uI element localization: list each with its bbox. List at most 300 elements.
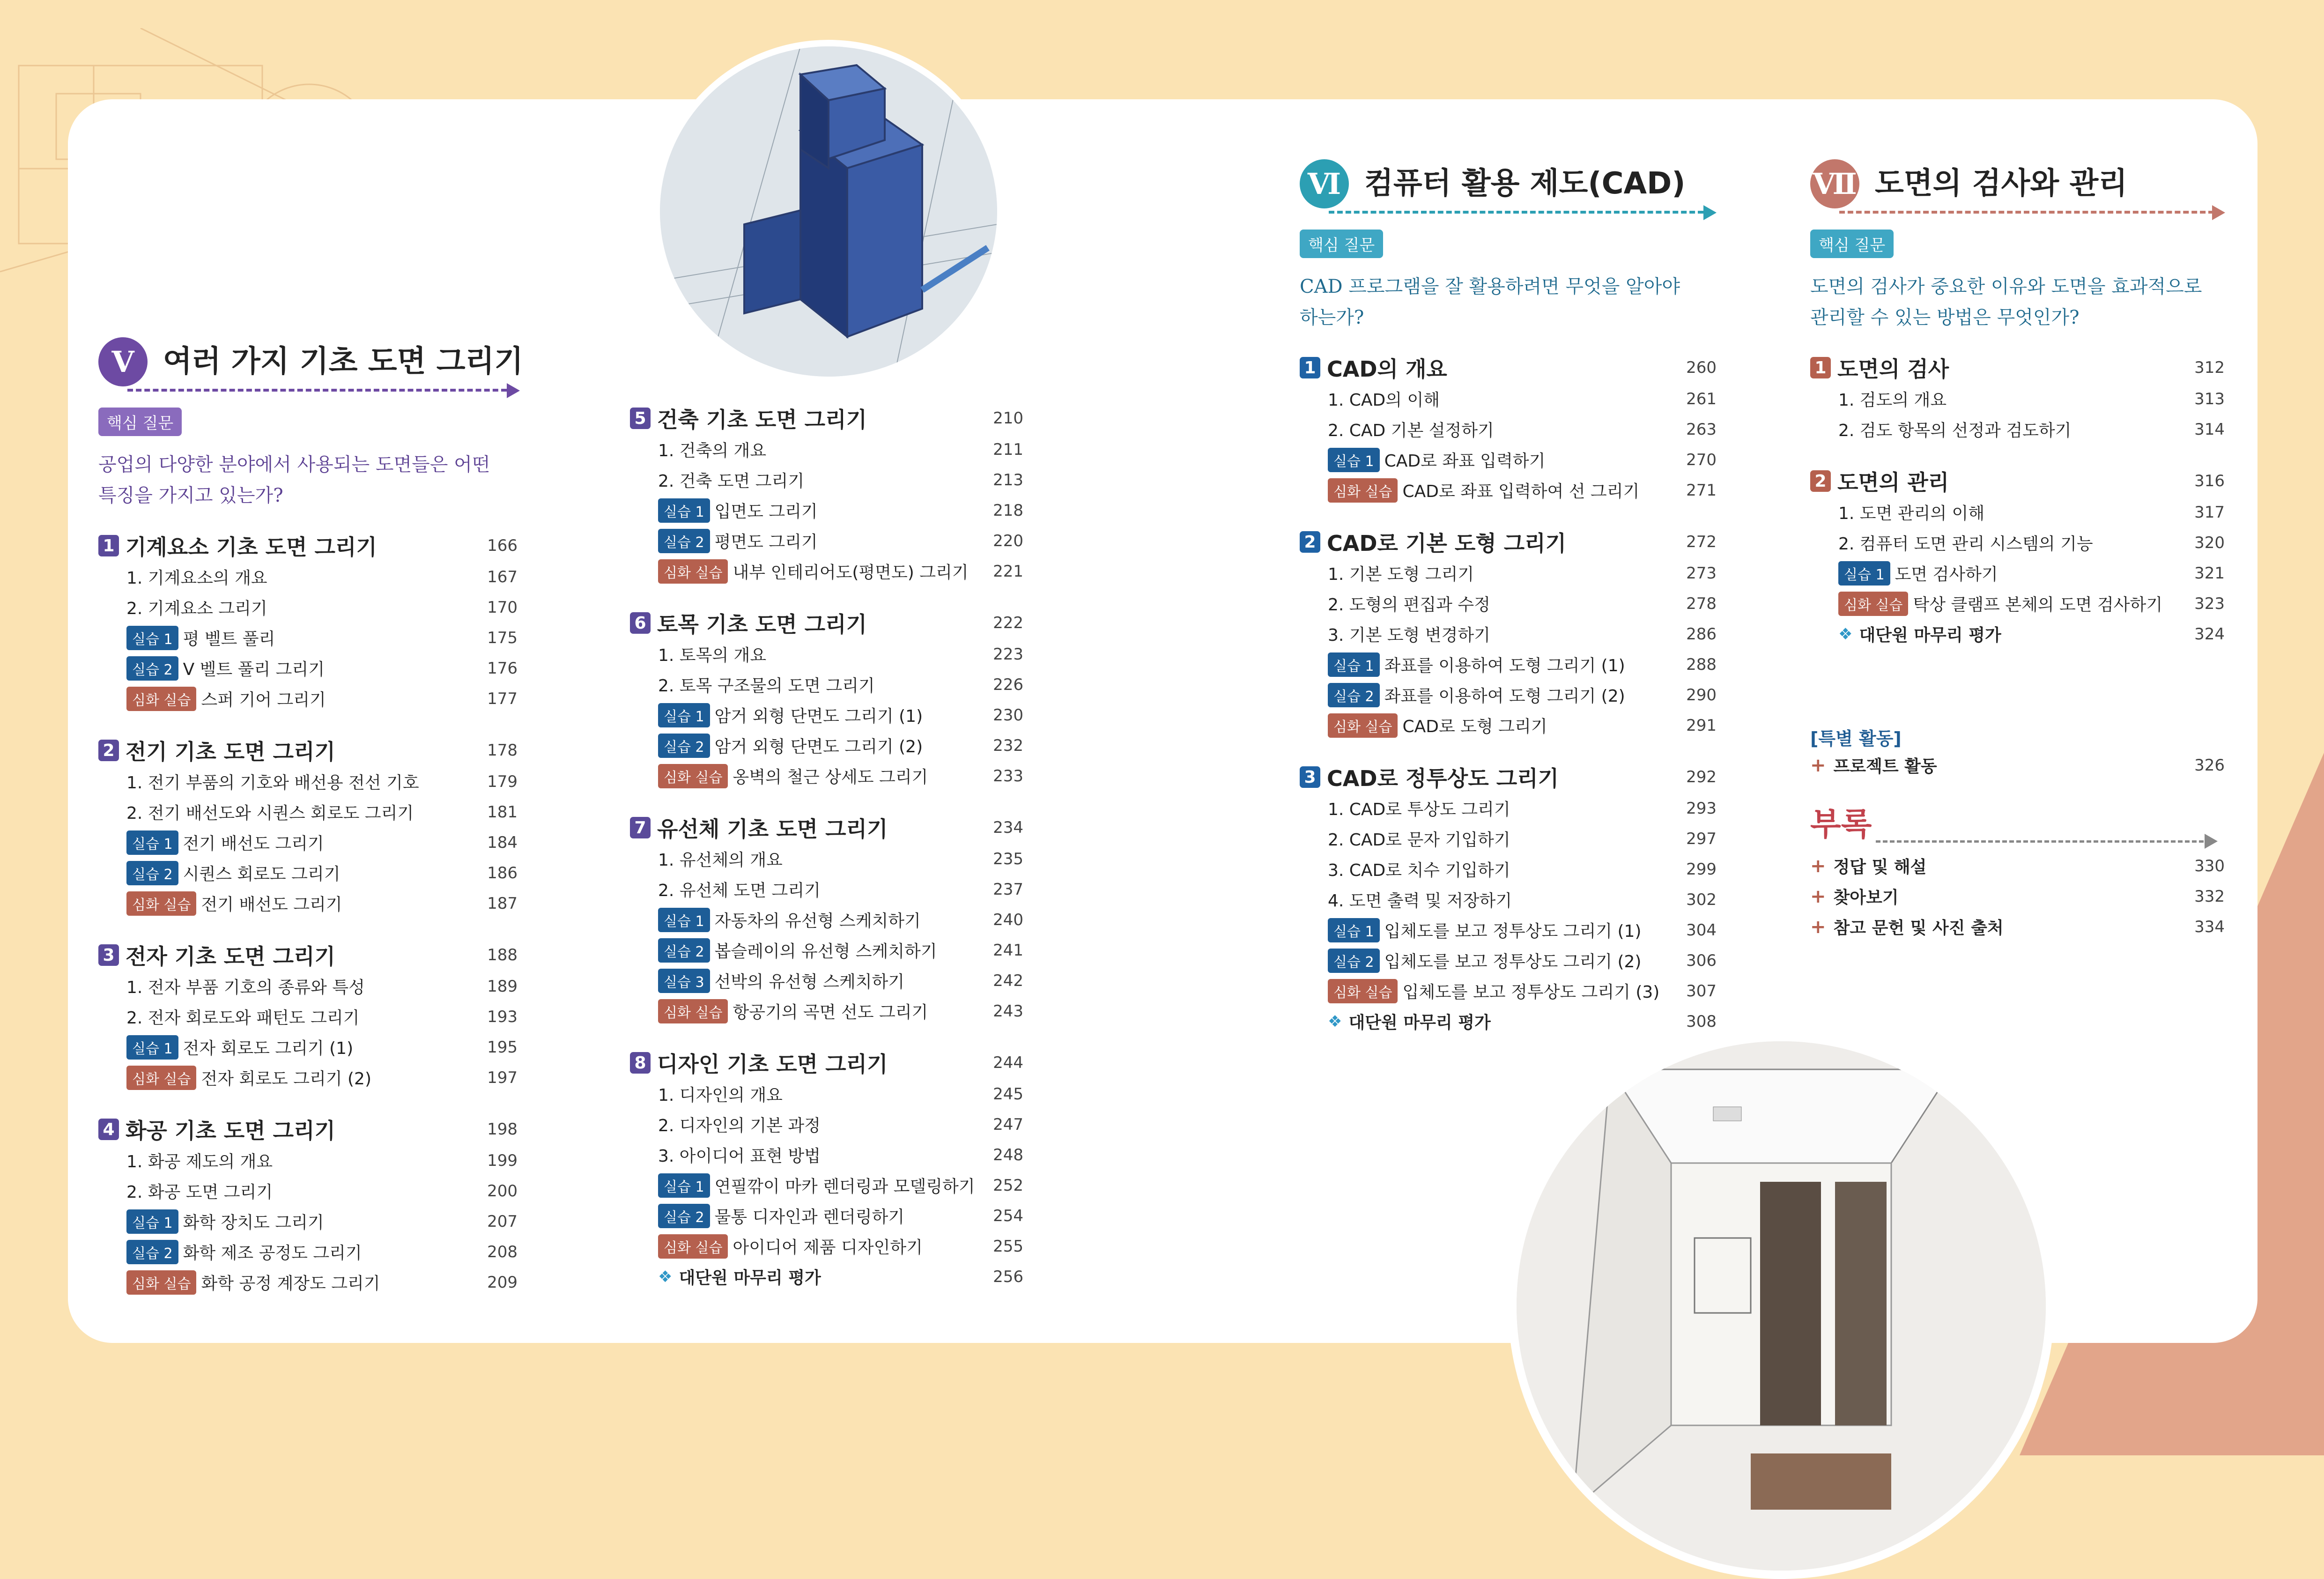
page-number: 234 xyxy=(993,818,1023,837)
section-title: 기계요소 기초 도면 그리기 xyxy=(126,534,377,560)
toc-item[interactable] xyxy=(98,562,518,592)
page-number: 314 xyxy=(2194,420,2225,439)
practice-tag: 심화 실습 xyxy=(1838,592,1908,616)
page-number: 248 xyxy=(993,1145,1023,1164)
toc-item[interactable] xyxy=(1300,649,1717,680)
toc-item[interactable] xyxy=(630,556,1023,586)
toc-item[interactable] xyxy=(98,1206,518,1237)
toc-item[interactable] xyxy=(630,730,1023,761)
toc-item[interactable] xyxy=(98,858,518,888)
page-number: 187 xyxy=(487,894,518,913)
toc-item[interactable] xyxy=(1300,619,1717,649)
item-title: 물통 디자인과 렌더링하기 xyxy=(714,1208,905,1227)
practice-tag: 심화 실습 xyxy=(126,891,196,916)
toc-item[interactable] xyxy=(1300,445,1717,475)
chapter-7-toc xyxy=(1810,352,2225,649)
plus-icon: + xyxy=(1810,885,1826,907)
core-question-badge: 핵심 질문 xyxy=(98,408,182,436)
practice-tag: 심화 실습 xyxy=(658,559,728,584)
page-number: 189 xyxy=(487,977,518,996)
section-heading[interactable] xyxy=(1810,465,2225,497)
toc-item[interactable] xyxy=(630,844,1023,874)
toc-item[interactable] xyxy=(630,1079,1023,1109)
practice-tag: 심화 실습 xyxy=(658,1234,728,1259)
plus-icon: + xyxy=(1810,855,1826,877)
page-number: 200 xyxy=(487,1181,518,1201)
section-number: 6 xyxy=(630,612,651,634)
item-title: 대단원 마무리 평가 xyxy=(679,1268,821,1288)
item-title: 전자 회로도 그리기 (1) xyxy=(183,1039,354,1058)
practice-tag: 실습 1 xyxy=(658,498,710,523)
toc-item[interactable] xyxy=(1300,588,1717,619)
chapter-7-header xyxy=(1810,150,2225,220)
appendix-item[interactable]: + 정답 및 해설 330 xyxy=(1810,855,2225,877)
chapter-6-question: CAD 프로그램을 잘 활용하려면 무엇을 알아야 하는가? xyxy=(1300,276,1680,328)
practice-tag: 실습 2 xyxy=(658,529,710,553)
toc-item[interactable] xyxy=(1300,945,1717,976)
section-number: 4 xyxy=(98,1119,119,1140)
toc-item[interactable] xyxy=(630,495,1023,526)
practice-tag: 실습 2 xyxy=(658,938,710,963)
toc-item[interactable] xyxy=(98,1176,518,1206)
toc-item[interactable] xyxy=(1300,475,1717,505)
practice-tag: 실습 2 xyxy=(1328,949,1380,973)
toc-item[interactable] xyxy=(1810,384,2225,414)
item-title: 2. CAD 기본 설정하기 xyxy=(1328,421,1494,440)
page-number: 273 xyxy=(1686,563,1717,583)
arrow-right-icon xyxy=(507,383,520,398)
item-title: 2. 건축 도면 그리기 xyxy=(658,472,805,491)
toc-item[interactable] xyxy=(630,1231,1023,1261)
page-number: 270 xyxy=(1686,450,1717,469)
toc-item[interactable] xyxy=(98,653,518,683)
item-title: 평 벨트 풀리 xyxy=(183,630,275,649)
item-title: 좌표를 이용하여 도형 그리기 (2) xyxy=(1384,687,1625,706)
toc-item[interactable] xyxy=(630,761,1023,791)
item-title: 봅슬레이의 유선형 스케치하기 xyxy=(714,942,937,961)
page-number: 306 xyxy=(1686,951,1717,970)
page-number: 256 xyxy=(993,1267,1023,1286)
chapter-7-question: 도면의 검사가 중요한 이유와 도면을 효과적으로 관리할 수 있는 방법은 무엇인가? xyxy=(1810,276,2202,328)
arrow-right-icon xyxy=(2212,205,2225,220)
toc-item[interactable] xyxy=(630,639,1023,669)
item-title: 전자 회로도 그리기 (2) xyxy=(201,1069,372,1089)
section-number: 2 xyxy=(98,740,119,761)
page-number: 178 xyxy=(487,741,518,760)
item-title: 1. 화공 제도의 개요 xyxy=(126,1152,273,1171)
page-number: 243 xyxy=(993,1001,1023,1021)
page-number: 260 xyxy=(1686,358,1717,377)
chapter-6-toc xyxy=(1300,352,1717,1037)
chapter-5-divider xyxy=(127,389,507,392)
item-title: 연필깎이 마카 렌더링과 모델링하기 xyxy=(714,1177,975,1196)
item-title: 입체도를 보고 정투상도 그리기 (2) xyxy=(1384,952,1642,971)
toc-item[interactable] xyxy=(630,1170,1023,1201)
diamond-icon: ❖ xyxy=(1838,624,1853,644)
section-heading[interactable] xyxy=(98,530,518,562)
page-number: 317 xyxy=(2194,503,2225,522)
core-question-badge: 핵심 질문 xyxy=(1810,230,1894,258)
page-number: 323 xyxy=(2194,594,2225,613)
toc-item[interactable] xyxy=(98,1032,518,1062)
item-title: 탁상 클램프 본체의 도면 검사하기 xyxy=(1913,595,2163,615)
page-number: 179 xyxy=(487,772,518,791)
item-title: 대단원 마무리 평가 xyxy=(1348,1013,1491,1032)
page-number: 302 xyxy=(1686,890,1717,909)
chapter-6-numeral: Ⅵ xyxy=(1300,159,1349,208)
special-activity-item[interactable]: + 프로젝트 활동 326 xyxy=(1810,754,2225,776)
page-number: 218 xyxy=(993,501,1023,520)
page-number: 176 xyxy=(487,659,518,678)
page-number: 307 xyxy=(1686,981,1717,1001)
core-question-badge: 핵심 질문 xyxy=(1300,230,1383,258)
page-number: 233 xyxy=(993,766,1023,786)
item-title: 2. 전기 배선도와 시퀀스 회로도 그리기 xyxy=(126,804,414,823)
page-number: 181 xyxy=(487,802,518,822)
toc-item[interactable] xyxy=(1810,527,2225,558)
page-number: 213 xyxy=(993,470,1023,489)
page-number: 271 xyxy=(1686,481,1717,500)
chapter-5-header xyxy=(98,328,524,398)
section-number: 3 xyxy=(98,944,119,966)
chapter-7-title[interactable]: 도면의 검사와 관리 xyxy=(1875,166,2128,201)
toc-item[interactable] xyxy=(98,1062,518,1093)
item-title: 1. 유선체의 개요 xyxy=(658,851,783,870)
interior-sketch-photo xyxy=(1508,1033,2054,1579)
section-number: 7 xyxy=(630,817,651,838)
practice-tag: 실습 1 xyxy=(1328,652,1380,677)
item-title: 내부 인테리어도(평면도) 그리기 xyxy=(733,563,969,582)
practice-tag: 실습 1 xyxy=(126,1209,178,1234)
chapter-5-continued-column xyxy=(630,396,1023,1292)
toc-item[interactable] xyxy=(98,1267,518,1297)
toc-item[interactable] xyxy=(98,971,518,1001)
toc-item[interactable] xyxy=(630,526,1023,556)
toc-item[interactable] xyxy=(1300,793,1717,823)
chapter-6-column xyxy=(1300,150,1717,1037)
item-title: 1. 도면 관리의 이해 xyxy=(1838,504,1985,523)
page-number: 244 xyxy=(993,1053,1023,1072)
section-number: 5 xyxy=(630,408,651,429)
practice-tag: 심화 실습 xyxy=(658,764,728,788)
section-title: 도면의 관리 xyxy=(1837,470,1949,495)
toc-item[interactable] xyxy=(1300,854,1717,884)
item-title: V 벨트 풀리 그리기 xyxy=(183,660,325,679)
section-number: 2 xyxy=(1810,470,1831,492)
item-title: 대단원 마무리 평가 xyxy=(1859,626,2001,645)
item-title: 전기 배선도 그리기 xyxy=(183,834,324,853)
section-heading[interactable] xyxy=(630,402,1023,434)
item-title: 스퍼 기어 그리기 xyxy=(201,690,326,710)
page-number: 235 xyxy=(993,849,1023,868)
page-number: 222 xyxy=(993,614,1023,632)
item-title: 항공기의 곡면 선도 그리기 xyxy=(733,1003,928,1022)
toc-item[interactable] xyxy=(630,1261,1023,1292)
item-title: 1. 기본 도형 그리기 xyxy=(1328,565,1474,584)
chapter-6-header xyxy=(1300,150,1717,220)
page-number: 186 xyxy=(487,863,518,882)
practice-tag: 실습 2 xyxy=(658,1204,710,1228)
practice-tag: 심화 실습 xyxy=(126,1270,196,1295)
page-number: 263 xyxy=(1686,420,1717,439)
item-title: 옹벽의 철근 상세도 그리기 xyxy=(733,768,928,787)
page-number: 170 xyxy=(487,598,518,617)
toc-item[interactable] xyxy=(1810,558,2225,588)
appendix-header xyxy=(1810,799,2225,851)
chapter-6-title[interactable]: 컴퓨터 활용 제도(CAD) xyxy=(1364,166,1686,201)
page-number: 208 xyxy=(487,1242,518,1261)
item-title: 1. 검도의 개요 xyxy=(1838,391,1947,410)
toc-item[interactable] xyxy=(98,888,518,919)
chapter-5-column xyxy=(98,328,524,1297)
section-heading[interactable] xyxy=(1810,352,2225,384)
item-title: 1. 토목의 개요 xyxy=(658,646,767,665)
plus-icon: + xyxy=(1810,754,1826,776)
toc-item[interactable] xyxy=(98,683,518,714)
page-number: 290 xyxy=(1686,685,1717,704)
toc-item[interactable] xyxy=(1300,710,1717,741)
appendix-item[interactable]: + 찾아보기 332 xyxy=(1810,885,2225,907)
chapter-7-column xyxy=(1810,150,2225,942)
item-title: 아이디어 제품 디자인하기 xyxy=(733,1238,923,1257)
chapter-5b-toc xyxy=(630,402,1023,1292)
section-heading[interactable] xyxy=(98,1113,518,1145)
practice-tag: 실습 2 xyxy=(126,656,178,681)
section-heading[interactable] xyxy=(630,812,1023,844)
item-title: 2. 도형의 편집과 수정 xyxy=(1328,595,1490,615)
toc-item[interactable] xyxy=(1300,823,1717,854)
item-title: 3. 기본 도형 변경하기 xyxy=(1328,626,1490,645)
item-title: 1. 디자인의 개요 xyxy=(658,1086,783,1105)
chapter-7-numeral: Ⅶ xyxy=(1810,159,1859,208)
item-title: 1. 전자 부품 기호의 종류와 특성 xyxy=(126,978,365,997)
section-number: 1 xyxy=(1300,357,1320,378)
section-heading[interactable] xyxy=(1300,761,1717,793)
item-title: 전기 배선도 그리기 xyxy=(201,895,342,914)
toc-item[interactable] xyxy=(1300,976,1717,1006)
toc-item[interactable] xyxy=(1300,414,1717,445)
item-title: 2. CAD로 문자 기입하기 xyxy=(1328,830,1510,850)
toc-item[interactable] xyxy=(630,935,1023,965)
practice-tag: 실습 1 xyxy=(658,908,710,932)
page-number: 167 xyxy=(487,567,518,586)
practice-tag: 실습 3 xyxy=(658,969,710,993)
toc-item[interactable] xyxy=(1300,915,1717,945)
toc-item[interactable] xyxy=(1300,384,1717,414)
item-title: 2. 기계요소 그리기 xyxy=(126,599,267,618)
item-title: 3. 아이디어 표현 방법 xyxy=(658,1147,821,1166)
item-title: 1. 전기 부품의 기호와 배선용 전선 기호 xyxy=(126,773,419,793)
page-number: 199 xyxy=(487,1151,518,1170)
page-number: 232 xyxy=(993,736,1023,755)
page-number: 247 xyxy=(993,1115,1023,1134)
appendix-title[interactable]: 부록 xyxy=(1810,806,1872,843)
page-number: 211 xyxy=(993,440,1023,459)
appendix-item[interactable]: + 참고 문헌 및 사진 출처 334 xyxy=(1810,916,2225,938)
section-title: CAD의 개요 xyxy=(1327,356,1447,382)
toc-item[interactable] xyxy=(630,874,1023,904)
chapter-6-divider xyxy=(1329,211,1703,214)
page-number: 316 xyxy=(2194,472,2225,490)
item-title: 4. 도면 출력 및 저장하기 xyxy=(1328,891,1512,911)
section-title: CAD로 기본 도형 그리기 xyxy=(1327,531,1567,556)
item-title: 2. 화공 도면 그리기 xyxy=(126,1183,273,1202)
page-number: 291 xyxy=(1686,716,1717,735)
toc-item[interactable] xyxy=(630,965,1023,996)
practice-tag: 심화 실습 xyxy=(126,687,196,711)
diamond-icon: ❖ xyxy=(658,1267,673,1286)
practice-tag: 실습 2 xyxy=(658,734,710,758)
page-number: 312 xyxy=(2194,358,2225,377)
item-title: 2. 검도 항목의 선정과 검도하기 xyxy=(1838,421,2072,440)
page-number: 255 xyxy=(993,1237,1023,1256)
toc-item[interactable] xyxy=(1300,1006,1717,1037)
page-number: 286 xyxy=(1686,624,1717,644)
special-activity-title: [특별 활동] xyxy=(1810,728,1902,749)
page-number: 320 xyxy=(2194,533,2225,552)
page-number: 197 xyxy=(487,1068,518,1087)
toc-item[interactable] xyxy=(630,465,1023,495)
toc-item[interactable] xyxy=(630,1140,1023,1170)
page-number: 245 xyxy=(993,1084,1023,1104)
toc-item[interactable] xyxy=(630,904,1023,935)
page-number: 188 xyxy=(487,946,518,964)
section-title: 유선체 기초 도면 그리기 xyxy=(657,816,888,842)
section-heading[interactable] xyxy=(1300,352,1717,384)
item-title: 암거 외형 단면도 그리기 (2) xyxy=(714,737,923,756)
page-number: 321 xyxy=(2194,563,2225,583)
toc-item[interactable] xyxy=(98,827,518,858)
practice-tag: 실습 1 xyxy=(1838,561,1890,586)
item-title: 2. 전자 회로도와 패턴도 그리기 xyxy=(126,1008,360,1028)
toc-item[interactable] xyxy=(1810,414,2225,445)
toc-item[interactable] xyxy=(630,996,1023,1026)
item-title: 평면도 그리기 xyxy=(714,533,818,552)
toc-item[interactable] xyxy=(1810,497,2225,527)
page-number: 175 xyxy=(487,628,518,647)
section-number: 1 xyxy=(98,535,119,556)
page-number: 226 xyxy=(993,675,1023,694)
section-heading[interactable] xyxy=(630,1047,1023,1079)
toc-item[interactable] xyxy=(1810,619,2225,649)
page-number: 177 xyxy=(487,689,518,708)
toc-item[interactable] xyxy=(630,1201,1023,1231)
toc-item[interactable] xyxy=(1300,680,1717,710)
page-number: 207 xyxy=(487,1212,518,1231)
practice-tag: 실습 1 xyxy=(1328,918,1380,942)
item-title: 1. 기계요소의 개요 xyxy=(126,569,267,588)
page-number: 209 xyxy=(487,1273,518,1292)
practice-tag: 실습 1 xyxy=(126,1035,178,1060)
section-title: 디자인 기초 도면 그리기 xyxy=(657,1052,888,1077)
building-model-photo xyxy=(653,40,1004,383)
item-title: 입면도 그리기 xyxy=(714,502,818,521)
page-number: 184 xyxy=(487,833,518,852)
toc-item[interactable] xyxy=(98,1001,518,1032)
item-title: 입체도를 보고 정투상도 그리기 (3) xyxy=(1402,983,1660,1002)
item-title: 1. CAD로 투상도 그리기 xyxy=(1328,800,1510,819)
item-title: 자동차의 유선형 스케치하기 xyxy=(714,912,921,931)
toc-item[interactable] xyxy=(1810,588,2225,619)
toc-item[interactable] xyxy=(98,1237,518,1267)
page-number: 210 xyxy=(993,409,1023,428)
toc-item[interactable] xyxy=(630,434,1023,465)
page-number: 241 xyxy=(993,941,1023,960)
section-heading[interactable] xyxy=(630,607,1023,639)
chapter-5-question: 공업의 다양한 분야에서 사용되는 도면들은 어떤 특징을 가지고 있는가? xyxy=(98,454,490,506)
page-number: 261 xyxy=(1686,389,1717,408)
page-number: 198 xyxy=(487,1120,518,1139)
item-title: 도면 검사하기 xyxy=(1895,565,1998,584)
page-number: 297 xyxy=(1686,829,1717,848)
toc-item[interactable] xyxy=(98,766,518,797)
arrow-right-icon xyxy=(2205,834,2218,849)
item-title: CAD로 좌표 입력하기 xyxy=(1384,452,1546,471)
toc-item[interactable] xyxy=(1300,884,1717,915)
toc-item[interactable] xyxy=(98,797,518,827)
practice-tag: 실습 1 xyxy=(126,626,178,650)
page-number: 252 xyxy=(993,1176,1023,1195)
page-number: 299 xyxy=(1686,860,1717,879)
toc-item[interactable] xyxy=(630,700,1023,730)
page-number: 221 xyxy=(993,562,1023,581)
toc-item[interactable] xyxy=(1300,558,1717,588)
section-heading[interactable] xyxy=(98,939,518,971)
toc-item[interactable] xyxy=(630,669,1023,700)
practice-tag: 실습 1 xyxy=(1328,448,1380,472)
item-title: 화학 제조 공정도 그리기 xyxy=(183,1244,362,1263)
toc-item[interactable] xyxy=(98,623,518,653)
page-number: 293 xyxy=(1686,799,1717,818)
item-title: 2. 디자인의 기본 과정 xyxy=(658,1116,821,1135)
chapter-5-title[interactable]: 여러 가지 기초 도면 그리기 xyxy=(163,344,524,379)
page-number: 278 xyxy=(1686,594,1717,613)
page-number: 308 xyxy=(1686,1012,1717,1031)
item-title: CAD로 좌표 입력하여 선 그리기 xyxy=(1402,482,1640,501)
toc-item[interactable] xyxy=(98,1145,518,1176)
toc-item[interactable] xyxy=(98,592,518,623)
practice-tag: 실습 1 xyxy=(658,703,710,727)
section-title: 도면의 검사 xyxy=(1837,356,1949,382)
item-title: 암거 외형 단면도 그리기 (1) xyxy=(714,707,923,726)
section-number: 2 xyxy=(1300,531,1320,553)
chapter-5-toc xyxy=(98,530,518,1297)
item-title: 1. CAD의 이해 xyxy=(1328,391,1440,410)
section-heading[interactable] xyxy=(1300,526,1717,558)
item-title: 1. 건축의 개요 xyxy=(658,441,767,460)
item-title: CAD로 도형 그리기 xyxy=(1402,717,1547,736)
practice-tag: 심화 실습 xyxy=(1328,979,1398,1003)
item-title: 선박의 유선형 스케치하기 xyxy=(714,972,905,992)
practice-tag: 실습 2 xyxy=(126,1240,178,1264)
page-number: 230 xyxy=(993,705,1023,725)
page-number: 254 xyxy=(993,1206,1023,1225)
page-number: 242 xyxy=(993,971,1023,990)
section-title: 토목 기초 도면 그리기 xyxy=(657,612,867,637)
section-title: 화공 기초 도면 그리기 xyxy=(126,1118,335,1143)
practice-tag: 심화 실습 xyxy=(1328,478,1398,503)
toc-item[interactable] xyxy=(630,1109,1023,1140)
page-number: 237 xyxy=(993,880,1023,899)
section-heading[interactable] xyxy=(98,734,518,766)
section-number: 8 xyxy=(630,1052,651,1074)
diamond-icon: ❖ xyxy=(1328,1012,1342,1031)
page-number: 272 xyxy=(1686,533,1717,551)
item-title: 입체도를 보고 정투상도 그리기 (1) xyxy=(1384,922,1642,941)
section-title: CAD로 정투상도 그리기 xyxy=(1327,766,1559,791)
page-number: 304 xyxy=(1686,920,1717,940)
arrow-right-icon xyxy=(1703,205,1717,220)
